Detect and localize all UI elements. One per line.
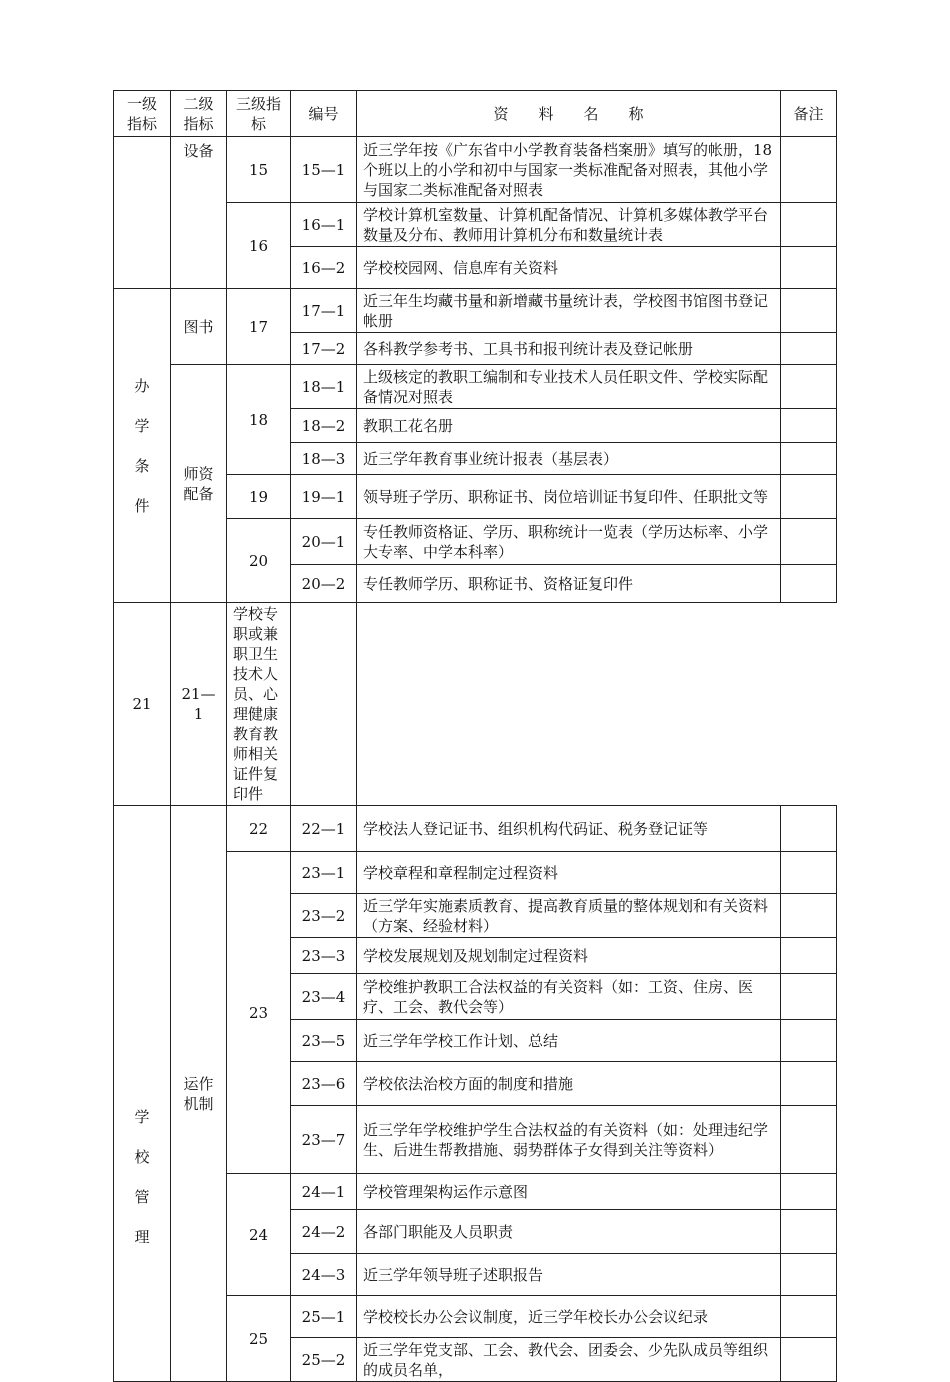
code-cell: 23—1 <box>291 852 357 894</box>
level1-char: 学 <box>134 416 150 435</box>
material-cell: 各科教学参考书、工具书和报刊统计表及登记帐册 <box>357 333 781 365</box>
remark-cell <box>781 333 837 365</box>
remark-cell <box>781 443 837 475</box>
table-row <box>114 806 837 852</box>
material-cell: 近三年生均藏书量和新增藏书量统计表，学校图书馆图书登记帐册 <box>357 289 781 333</box>
material-cell: 领导班子学历、职称证书、岗位培训证书复印件、任职批文等 <box>357 475 781 519</box>
code-cell: 24—3 <box>291 1254 357 1296</box>
level1-char: 件 <box>134 496 150 515</box>
code-cell: 25—1 <box>291 1296 357 1338</box>
code-cell: 16—1 <box>291 203 357 247</box>
header-code: 编号 <box>291 91 357 137</box>
material-cell: 近三学年实施素质教育、提高教育质量的整体规划和有关资料（方案、经验材料） <box>357 894 781 938</box>
material-cell: 近三学年按《广东省中小学教育装备档案册》填写的帐册，18个班以上的小学和初中与国家一类标准配备对照表，其他小学与国家二类标准配备对照表 <box>357 137 781 203</box>
code-cell: 23—7 <box>291 1106 357 1174</box>
material-cell: 学校依法治校方面的制度和措施 <box>357 1062 781 1106</box>
remark-cell <box>781 289 837 333</box>
header-row <box>114 91 837 137</box>
level1-char: 管 <box>134 1188 150 1206</box>
remark-cell <box>781 519 837 565</box>
material-cell: 专任教师资格证、学历、职称统计一览表（学历达标率、小学大专率、中学本科率） <box>357 519 781 565</box>
code-cell: 17—1 <box>291 289 357 333</box>
material-cell: 学校校园网、信息库有关资料 <box>357 247 781 289</box>
level3-cell: 18 <box>227 365 291 475</box>
material-cell: 上级核定的教职工编制和专业技术人员任职文件、学校实际配备情况对照表 <box>357 365 781 409</box>
material-cell: 学校专职或兼职卫生技术人员、心理健康教育教师相关证件复印件 <box>227 603 291 806</box>
code-cell: 18—1 <box>291 365 357 409</box>
material-cell: 学校维护教职工合法权益的有关资料（如：工资、住房、医疗、工会、教代会等） <box>357 974 781 1020</box>
remark-cell <box>781 1174 837 1210</box>
remark-cell <box>781 1296 837 1338</box>
level3-cell: 16 <box>227 203 291 289</box>
code-cell: 22—1 <box>291 806 357 852</box>
code-cell: 21—1 <box>171 603 227 806</box>
level3-cell: 17 <box>227 289 291 365</box>
level3-cell: 25 <box>227 1296 291 1382</box>
material-cell: 专任教师学历、职称证书、资格证复印件 <box>357 565 781 603</box>
code-cell: 18—2 <box>291 409 357 443</box>
header-level2: 二级指标 <box>171 91 227 137</box>
level2-teachers: 师资配备 <box>171 365 227 603</box>
code-cell: 23—2 <box>291 894 357 938</box>
code-cell: 25—2 <box>291 1338 357 1382</box>
remark-cell <box>781 565 837 603</box>
table-row <box>114 603 837 806</box>
level1-char: 条 <box>134 456 150 475</box>
remark-cell <box>781 974 837 1020</box>
level3-cell: 21 <box>114 603 171 806</box>
level3-cell: 22 <box>227 806 291 852</box>
code-cell: 23—3 <box>291 938 357 974</box>
level2-books: 图书 <box>171 289 227 365</box>
material-cell: 各部门职能及人员职责 <box>357 1210 781 1254</box>
header-remark: 备注 <box>781 91 837 137</box>
remark-cell <box>781 1338 837 1382</box>
level3-cell: 23 <box>227 852 291 1174</box>
material-cell: 教职工花名册 <box>357 409 781 443</box>
code-cell: 23—6 <box>291 1062 357 1106</box>
table-row <box>114 137 837 203</box>
level1-char: 校 <box>134 1148 150 1166</box>
header-level1: 一级指标 <box>114 91 171 137</box>
code-cell: 17—2 <box>291 333 357 365</box>
material-cell: 近三学年领导班子述职报告 <box>357 1254 781 1296</box>
remark-cell <box>781 409 837 443</box>
code-cell: 19—1 <box>291 475 357 519</box>
remark-cell <box>781 1106 837 1174</box>
code-cell: 18—3 <box>291 443 357 475</box>
remark-cell <box>781 1062 837 1106</box>
level1-char: 办 <box>134 376 150 395</box>
material-cell: 近三学年学校维护学生合法权益的有关资料（如：处理违纪学生、后进生帮教措施、弱势群体子女得到关注等资料） <box>357 1106 781 1174</box>
level3-cell: 20 <box>227 519 291 603</box>
code-cell: 16—2 <box>291 247 357 289</box>
code-cell: 20—1 <box>291 519 357 565</box>
material-cell: 近三学年教育事业统计报表（基层表） <box>357 443 781 475</box>
code-cell: 24—1 <box>291 1174 357 1210</box>
material-cell: 学校法人登记证书、组织机构代码证、税务登记证等 <box>357 806 781 852</box>
header-level3: 三级指标 <box>227 91 291 137</box>
table-row <box>114 365 837 409</box>
level1-char: 学 <box>134 1108 150 1126</box>
code-cell: 23—4 <box>291 974 357 1020</box>
material-cell: 学校管理架构运作示意图 <box>357 1174 781 1210</box>
level3-cell: 19 <box>227 475 291 519</box>
level1-char: 理 <box>134 1228 150 1246</box>
code-cell: 23—5 <box>291 1020 357 1062</box>
remark-cell <box>781 1254 837 1296</box>
material-cell: 学校计算机室数量、计算机配备情况、计算机多媒体教学平台数量及分布、教师用计算机分布和数量统计表 <box>357 203 781 247</box>
remark-cell <box>781 852 837 894</box>
materials-table <box>113 90 837 1382</box>
level2-equipment: 设备 <box>171 137 227 289</box>
code-cell: 15—1 <box>291 137 357 203</box>
material-cell: 学校发展规划及规划制定过程资料 <box>357 938 781 974</box>
code-cell: 20—2 <box>291 565 357 603</box>
remark-cell <box>781 894 837 938</box>
level1-cell-blank <box>114 137 171 289</box>
remark-cell <box>781 247 837 289</box>
remark-cell <box>781 137 837 203</box>
material-cell: 近三学年学校工作计划、总结 <box>357 1020 781 1062</box>
material-cell: 学校章程和章程制定过程资料 <box>357 852 781 894</box>
level3-cell: 15 <box>227 137 291 203</box>
code-cell: 24—2 <box>291 1210 357 1254</box>
remark-cell <box>781 806 837 852</box>
level2-operation: 运作机制 <box>171 806 227 1382</box>
material-cell: 学校校长办公会议制度，近三学年校长办公会议纪录 <box>357 1296 781 1338</box>
remark-cell <box>781 365 837 409</box>
remark-cell <box>781 1210 837 1254</box>
remark-cell <box>781 1020 837 1062</box>
material-cell: 近三学年党支部、工会、教代会、团委会、少先队成员等组织的成员名单， <box>357 1338 781 1382</box>
level1-conditions <box>114 289 171 603</box>
level3-cell: 24 <box>227 1174 291 1296</box>
header-material-name: 资 料 名 称 <box>357 91 781 137</box>
remark-cell <box>781 203 837 247</box>
remark-cell <box>781 938 837 974</box>
level1-management <box>114 806 171 1382</box>
remark-cell <box>781 475 837 519</box>
table-row <box>114 289 837 333</box>
remark-cell <box>291 603 357 806</box>
